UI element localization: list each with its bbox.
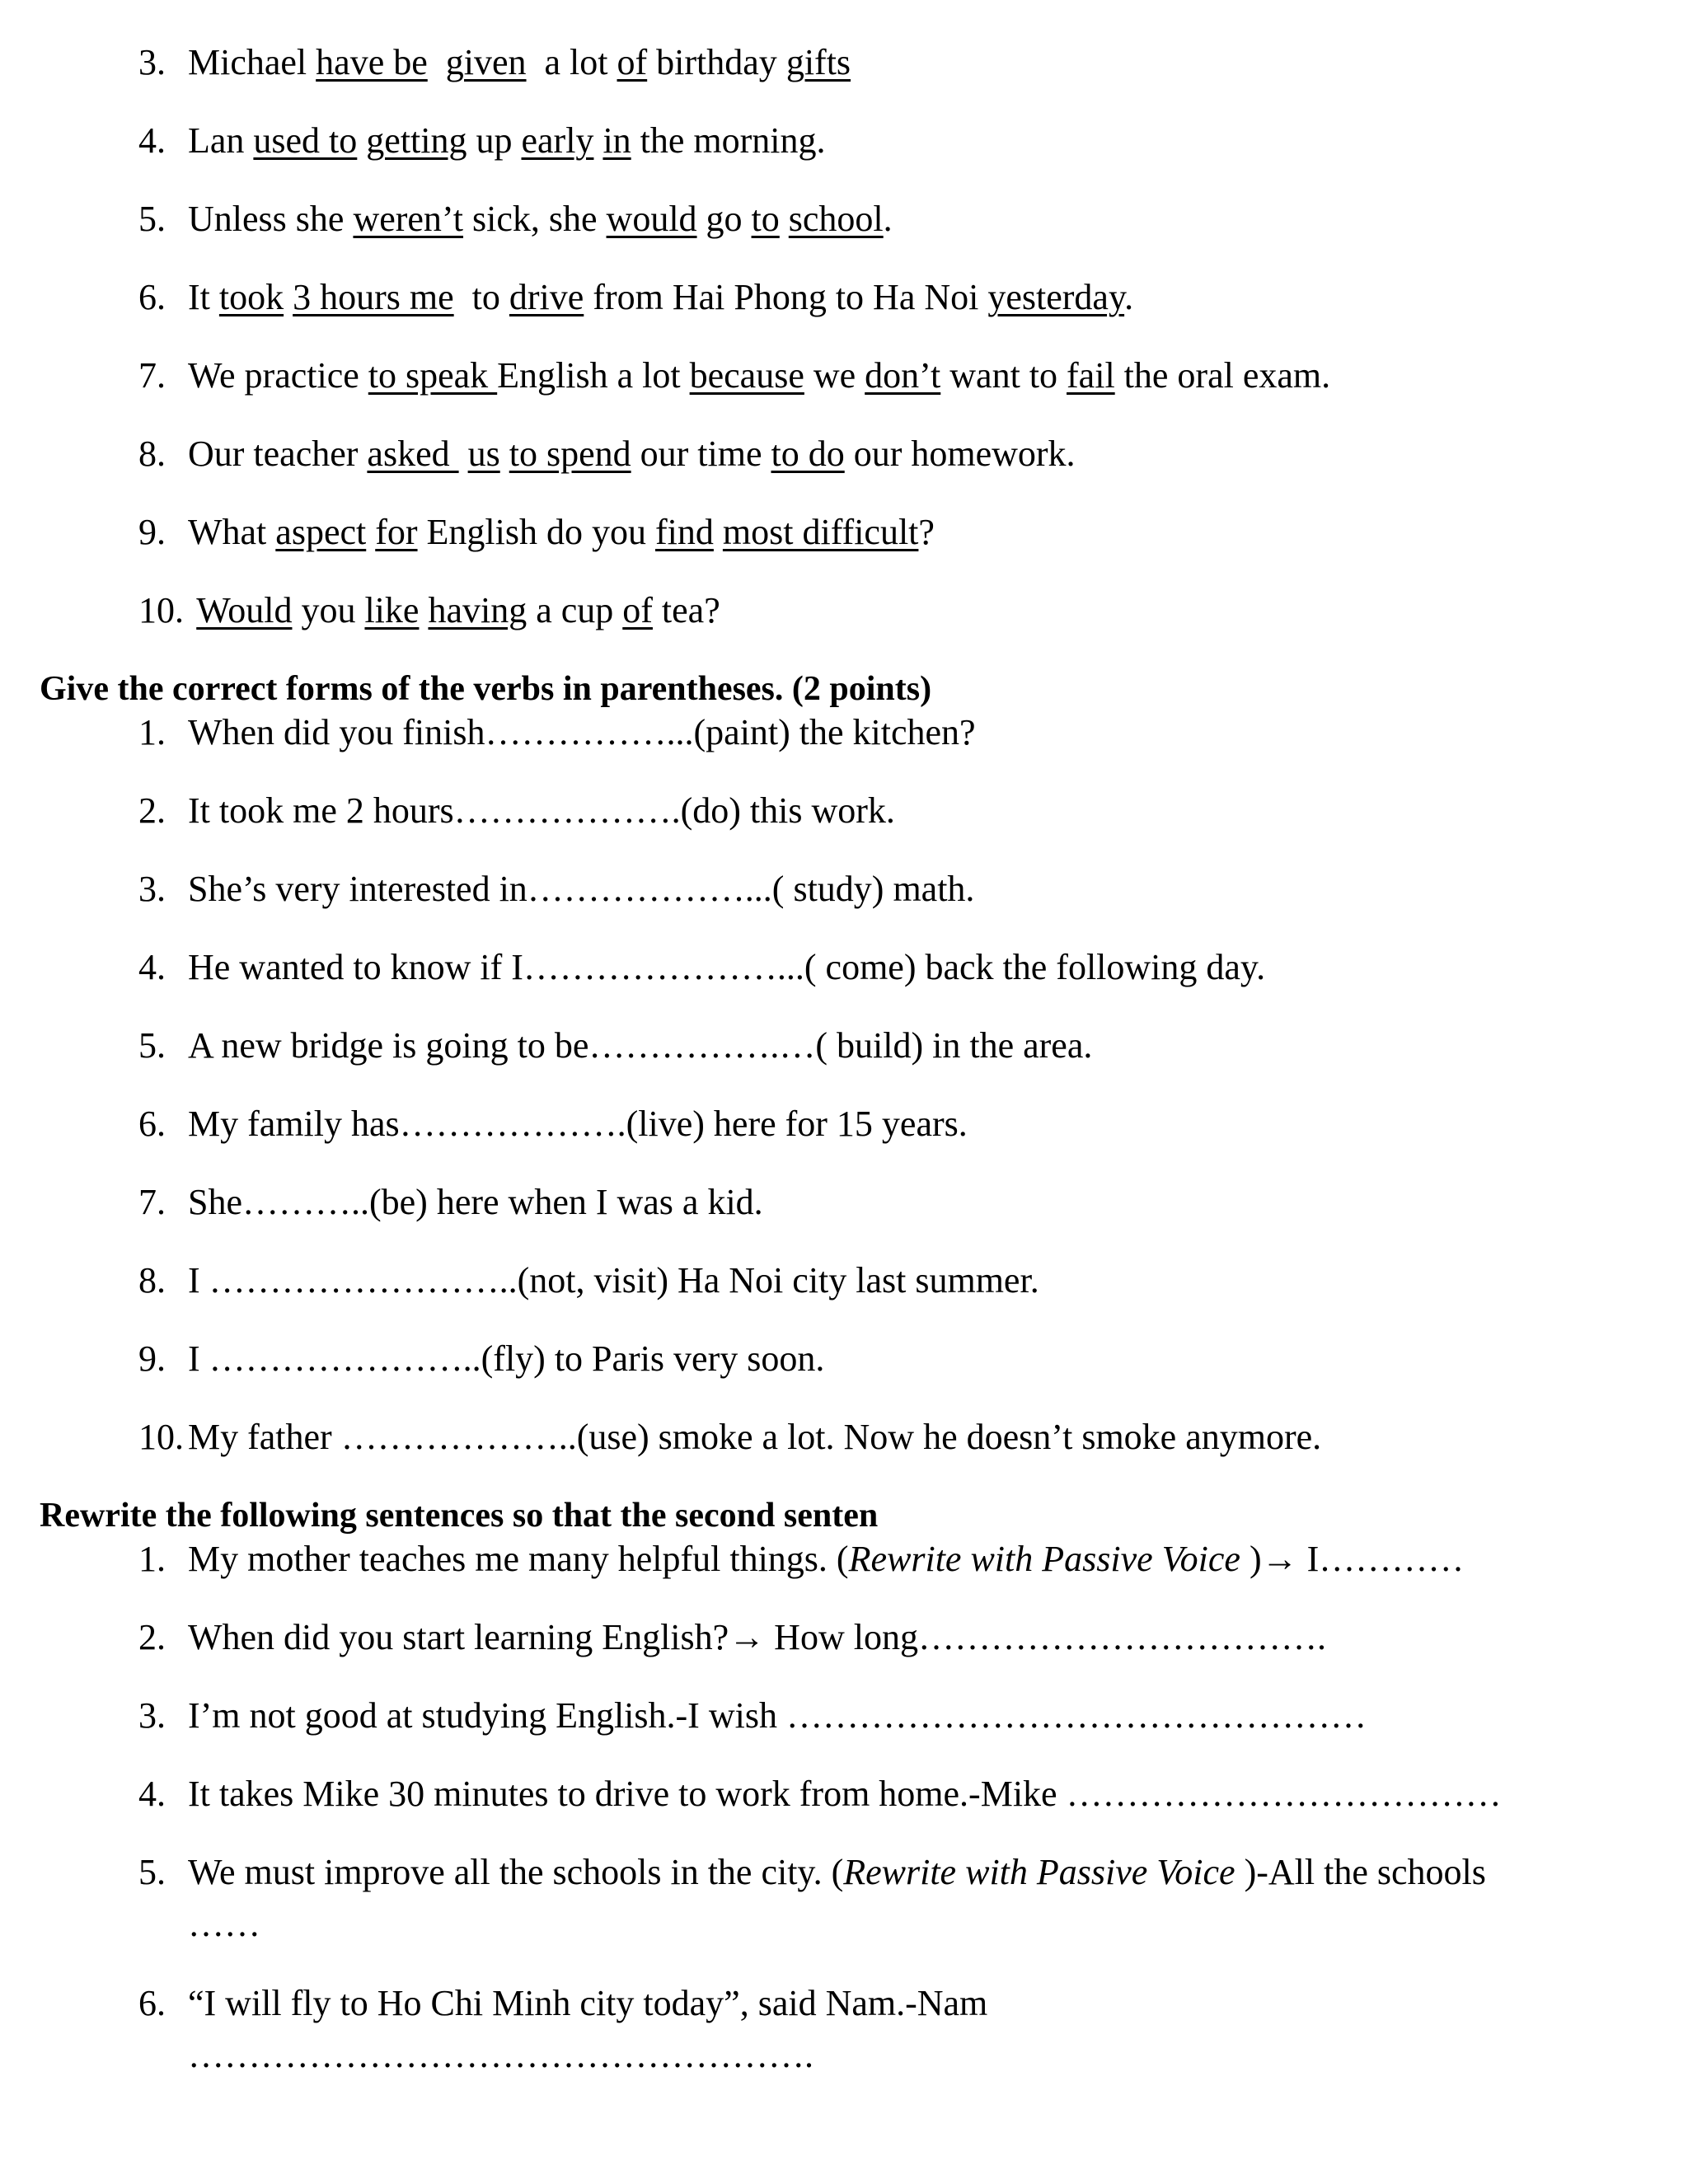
item-number: 5. xyxy=(138,1852,166,1892)
item-text: She’s very interested in………………...( study) math. xyxy=(188,869,975,909)
underlined-segment: us xyxy=(467,434,500,474)
underlined-segment: early xyxy=(521,120,594,161)
underlined-segment: in xyxy=(603,120,631,161)
item-text: “I will fly to Ho Chi Minh city today”, said Nam.-Nam xyxy=(188,1983,988,2023)
underlined-segment: given xyxy=(445,42,527,82)
item-text: It takes Mike 30 minutes to drive to work from home.-Mike ……………………………… xyxy=(188,1774,1502,1814)
item-number: 4. xyxy=(138,1774,166,1814)
text-segment xyxy=(780,199,789,239)
text-segment: from Hai Phong to Ha Noi xyxy=(584,277,988,317)
text-segment: sick, she xyxy=(463,199,607,239)
text-segment: our homework. xyxy=(844,434,1076,474)
underlined-segment: to spend xyxy=(509,434,631,474)
text-segment: a lot xyxy=(526,42,617,82)
text-segment: go xyxy=(696,199,752,239)
text-segment: our time xyxy=(631,434,771,474)
item-number: 1. xyxy=(138,1539,166,1579)
item-text xyxy=(188,274,1133,321)
text-segment: you xyxy=(292,590,365,630)
underlined-segment: weren’t xyxy=(353,199,464,239)
underlined-segment: took xyxy=(218,277,284,317)
item-text: I’m not good at studying English.-I wish ………………………………………… xyxy=(188,1695,1367,1736)
item-text: He wanted to know if I…………………...( come) back the following day. xyxy=(188,947,1266,987)
item-number: 6. xyxy=(138,277,166,317)
text-segment: we xyxy=(804,355,865,396)
text-segment xyxy=(500,434,509,474)
underlined-segment: drive xyxy=(509,277,584,317)
item-text xyxy=(188,431,1076,477)
underlined-segment: of xyxy=(622,590,653,630)
item-text xyxy=(188,196,893,242)
item-text: It took me 2 hours……………….(do) this work. xyxy=(188,790,895,831)
underlined-segment: don’t xyxy=(865,355,941,396)
underlined-segment: asked xyxy=(367,434,459,474)
underlined-segment: most difficult xyxy=(722,512,919,552)
text-segment: birthday xyxy=(647,42,786,82)
underlined-segment: having xyxy=(428,590,528,630)
text-segment: the morning. xyxy=(631,120,826,161)
underlined-segment: find xyxy=(655,512,714,552)
text-segment xyxy=(357,120,366,161)
underlined-segment: like xyxy=(364,590,420,630)
underlined-segment: yesterday xyxy=(987,277,1125,317)
item-number: 7. xyxy=(138,1182,166,1222)
underlined-segment: getting xyxy=(366,120,467,161)
item-number: 7. xyxy=(138,355,166,396)
item-number: 4. xyxy=(138,947,166,987)
text-segment: tea? xyxy=(652,590,720,630)
underlined-segment: because xyxy=(689,355,804,396)
instruction-italic: Rewrite with Passive Voice xyxy=(843,1852,1236,1892)
item-text xyxy=(188,40,851,86)
answer-line: …… xyxy=(188,1904,260,1944)
underlined-segment: to xyxy=(751,199,780,239)
item-text: I …………………..(fly) to Paris very soon. xyxy=(188,1338,825,1379)
text-segment: Lan xyxy=(188,120,254,161)
text-segment xyxy=(188,590,196,630)
underlined-segment: of xyxy=(617,42,648,82)
item-number: 3. xyxy=(138,869,166,909)
item-number: 3. xyxy=(138,1695,166,1736)
item-number: 9. xyxy=(138,512,166,552)
underlined-segment: school xyxy=(788,199,884,239)
text-segment: Michael xyxy=(188,42,316,82)
underlined-segment: Would xyxy=(196,590,293,630)
item-number: 1. xyxy=(138,712,166,752)
text-segment: It xyxy=(188,277,219,317)
item-number: 5. xyxy=(138,1025,166,1066)
item-number: 2. xyxy=(138,1617,166,1657)
item-text xyxy=(188,588,720,634)
item-number: 4. xyxy=(138,120,166,161)
text-segment xyxy=(284,277,293,317)
text-segment: want to xyxy=(940,355,1067,396)
underlined-segment: used to xyxy=(253,120,358,161)
text-segment: English a lot xyxy=(497,355,690,396)
item-number: 6. xyxy=(138,1983,166,2023)
text-segment xyxy=(459,434,468,474)
text-segment xyxy=(428,42,446,82)
instruction-italic: Rewrite with Passive Voice xyxy=(848,1539,1240,1579)
item-text xyxy=(188,509,935,555)
underlined-segment: to speak xyxy=(368,355,498,396)
item-text: My family has……………….(live) here for 15 years. xyxy=(188,1104,968,1144)
item-number: 10. xyxy=(138,590,184,630)
item-number: 9. xyxy=(138,1338,166,1379)
item-text: She………..(be) here when I was a kid. xyxy=(188,1182,763,1222)
item-text: My father ………………..(use) smoke a lot. Now he doesn’t smoke anymore. xyxy=(188,1417,1322,1457)
text-segment xyxy=(419,590,428,630)
item-text: When did you finish……………...(paint) the kitchen? xyxy=(188,712,976,752)
item-number: 10. xyxy=(138,1417,184,1457)
text-segment: What xyxy=(188,512,276,552)
item-text xyxy=(188,353,1330,399)
underlined-segment: 3 hours me xyxy=(293,277,454,317)
item-number: 8. xyxy=(138,1260,166,1301)
answer-line: ……………………………………………. xyxy=(188,2035,814,2075)
item-number: 8. xyxy=(138,434,166,474)
item-text: We must improve all the schools in the city. (Rewrite with Passive Voice )-All the schools xyxy=(188,1852,1486,1892)
item-number: 3. xyxy=(138,42,166,82)
text-segment xyxy=(593,120,603,161)
section-heading: Give the correct forms of the verbs in parentheses. (2 points) xyxy=(40,670,932,708)
underlined-segment: would xyxy=(606,199,697,239)
item-text xyxy=(188,118,826,164)
text-segment: English do you xyxy=(417,512,655,552)
item-number: 6. xyxy=(138,1104,166,1144)
text-segment xyxy=(714,512,723,552)
text-segment xyxy=(366,512,375,552)
underlined-segment: to do xyxy=(771,434,845,474)
item-text: I ……………………..(not, visit) Ha Noi city last summer. xyxy=(188,1260,1039,1301)
underlined-segment: gifts xyxy=(785,42,851,82)
underlined-segment: aspect xyxy=(275,512,367,552)
text-segment: a cup xyxy=(527,590,623,630)
text-segment: ? xyxy=(918,512,935,552)
item-text: A new bridge is going to be…………….…( build) in the area. xyxy=(188,1025,1093,1066)
text-segment: Our teacher xyxy=(188,434,368,474)
underlined-segment: for xyxy=(375,512,418,552)
item-text: When did you start learning English?→ How long……………………………. xyxy=(188,1617,1326,1657)
underlined-segment: have be xyxy=(316,42,428,82)
text-segment: . xyxy=(883,199,893,239)
underlined-segment: fail xyxy=(1067,355,1115,396)
item-text: My mother teaches me many helpful things. (Rewrite with Passive Voice )→ I………… xyxy=(188,1539,1465,1579)
text-segment: the oral exam. xyxy=(1114,355,1331,396)
text-segment: . xyxy=(1124,277,1134,317)
section-heading: Rewrite the following sentences so that the second senten xyxy=(40,1497,879,1535)
item-number: 5. xyxy=(138,199,166,239)
text-segment: to xyxy=(453,277,509,317)
item-number: 2. xyxy=(138,790,166,831)
text-segment: Unless she xyxy=(188,199,354,239)
text-segment: We practice xyxy=(188,355,368,396)
text-segment: up xyxy=(467,120,522,161)
